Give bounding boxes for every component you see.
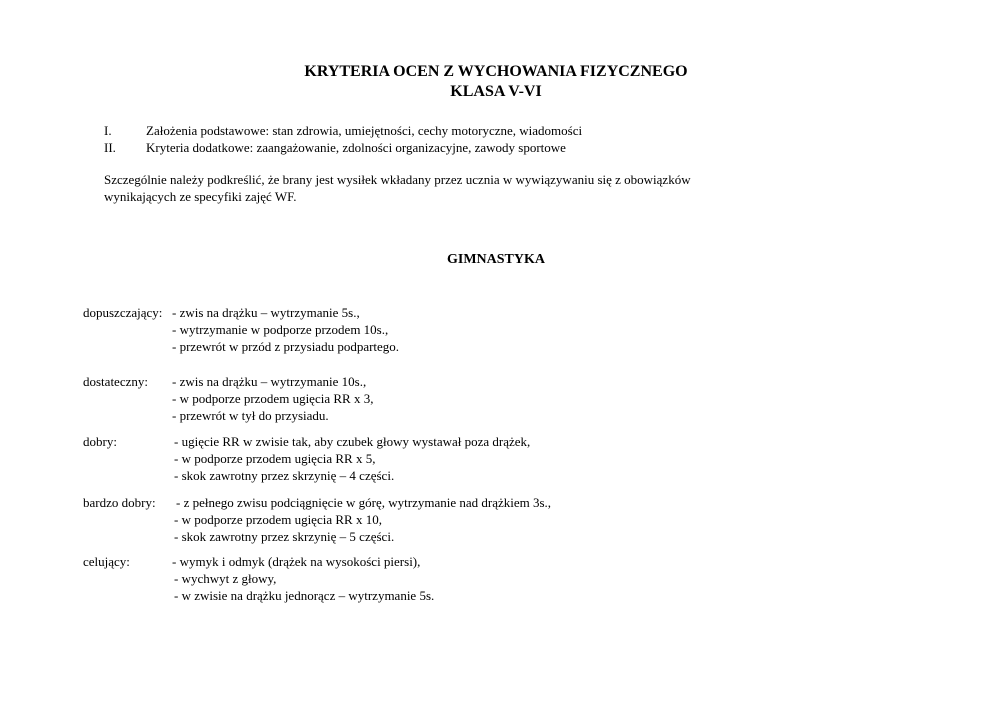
list-number: I. [104, 123, 112, 138]
document-title: KRYTERIA OCEN Z WYCHOWANIA FIZYCZNEGO [304, 63, 688, 80]
grade-label: dopuszczający: [83, 305, 163, 320]
grade-label: bardzo dobry: [83, 495, 156, 510]
grade-item: - w zwisie na drążku jednorącz – wytrzymanie 5s. [174, 588, 435, 603]
grade-item: - skok zawrotny przez skrzynię – 4 części. [174, 468, 395, 483]
grade-item: - zwis na drążku – wytrzymanie 5s., [172, 305, 360, 320]
grade-row [83, 434, 530, 451]
grade-row [83, 529, 551, 546]
grade-item: - wychwyt z głowy, [174, 571, 277, 586]
grade-row [83, 468, 530, 485]
grade-item: - wytrzymanie w podporze przodem 10s., [172, 322, 389, 337]
grade-row [83, 451, 530, 468]
grade-item: - w podporze przodem ugięcia RR x 5, [174, 451, 376, 466]
grade-row [83, 588, 434, 605]
grade-row [83, 554, 434, 571]
grade-item: - wymyk i odmyk (drążek na wysokości piersi), [172, 554, 421, 569]
list-item [104, 140, 582, 157]
grade-row [83, 512, 551, 529]
grade-item: - zwis na drążku – wytrzymanie 10s., [172, 374, 367, 389]
grade-row [83, 391, 373, 408]
grade-block-celujacy [83, 554, 434, 605]
grade-row [83, 571, 434, 588]
grade-block-dopuszczajacy [83, 305, 399, 356]
grade-item: - przewrót w tył do przysiadu. [172, 408, 329, 423]
grade-label: dobry: [83, 434, 117, 449]
document-subtitle: KLASA V-VI [450, 83, 542, 100]
grade-item: - w podporze przodem ugięcia RR x 3, [172, 391, 374, 406]
grade-row [83, 322, 399, 339]
criteria-list [104, 123, 582, 157]
grade-label: dostateczny: [83, 374, 148, 389]
grade-row [83, 374, 373, 391]
list-number: II. [104, 140, 116, 155]
list-item [104, 123, 582, 140]
grade-block-dobry [83, 434, 530, 485]
grade-label: celujący: [83, 554, 130, 569]
grade-item: - przewrót w przód z przysiadu podpartego. [172, 339, 400, 354]
intro-paragraph [104, 172, 804, 206]
grade-item: - skok zawrotny przez skrzynię – 5 części. [174, 529, 395, 544]
list-text: Założenia podstawowe: stan zdrowia, umiejętności, cechy motoryczne, wiadomości [146, 123, 583, 138]
grade-row [83, 495, 551, 512]
grade-row [83, 305, 399, 322]
paragraph-line: wynikających ze specyfiki zajęć WF. [104, 189, 297, 204]
grade-row [83, 339, 399, 356]
paragraph-line: Szczególnie należy podkreślić, że brany jest wysiłek wkładany przez ucznia w wywiązywaniu się z obowiązków [104, 172, 691, 187]
grade-row [83, 408, 373, 425]
grade-item: - ugięcie RR w zwisie tak, aby czubek głowy wystawał poza drążek, [174, 434, 531, 449]
section-title: GIMNASTYKA [446, 252, 545, 267]
grade-block-dostateczny [83, 374, 373, 425]
grade-item: - w podporze przodem ugięcia RR x 10, [174, 512, 382, 527]
list-text: Kryteria dodatkowe: zaangażowanie, zdolności organizacyjne, zawody sportowe [146, 140, 566, 155]
grade-item: - z pełnego zwisu podciągnięcie w górę, wytrzymanie nad drążkiem 3s., [176, 495, 552, 510]
grade-block-bardzo-dobry [83, 495, 551, 546]
